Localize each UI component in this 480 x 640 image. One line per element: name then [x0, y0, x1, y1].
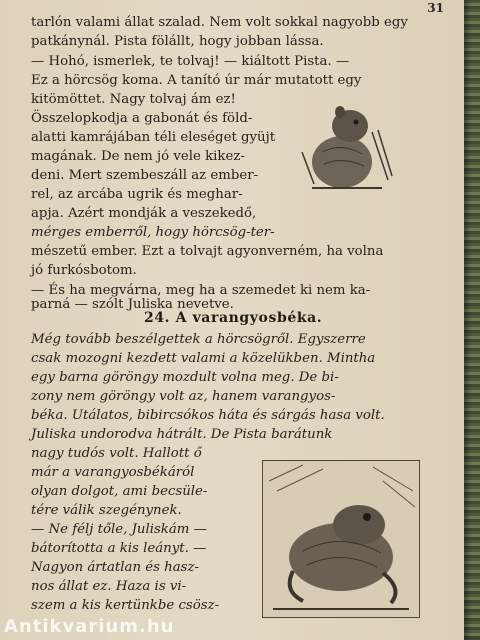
text-line: zony nem göröngy volt az, hanem varangyos-	[31, 389, 336, 404]
watermark-logo: Antikvarium.hu	[4, 616, 175, 637]
text-line: rel, az arcába ugrik és meghar-	[31, 187, 243, 202]
toad-illustration	[262, 460, 420, 618]
text-line: jó furkósbotom.	[31, 263, 137, 278]
text-line: Nagyon ártatlan és hasz-	[31, 560, 199, 575]
text-line: magának. De nem jó vele kikez-	[31, 149, 245, 164]
hamster-illustration	[292, 92, 398, 196]
text-line: Még tovább beszélgettek a hörcsögről. Egyszerre	[31, 332, 366, 347]
text-line: nagy tudós volt. Hallott ő	[31, 446, 202, 461]
text-line: bátorította a kis leányt. —	[31, 541, 207, 556]
text-line: béka. Utálatos, bibircsókos háta és sárgás hasa volt.	[31, 408, 385, 423]
text-line: — És ha megvárna, meg ha a szemedet ki nem ka-	[31, 283, 371, 298]
book-edge	[464, 0, 480, 640]
text-line: patkánynál. Pista fölállt, hogy jobban lássa.	[31, 34, 324, 49]
text-line: alatti kamrájában téli eleséget gyüjt	[31, 130, 276, 145]
text-line: nos állat ez. Haza is vi-	[31, 579, 187, 594]
text-line: olyan dolgot, ami becsüle-	[31, 484, 208, 499]
text-line: egy barna göröngy mozdult volna meg. De bi-	[31, 370, 339, 385]
section-title: 24. A varangyosbéka.	[144, 310, 323, 326]
text-line: tarlón valami állat szalad. Nem volt sokkal nagyobb egy	[31, 15, 408, 30]
text-line: mészetű ember. Ezt a tolvajt agyonverném, ha volna	[31, 244, 384, 259]
text-line: csak mozogni kezdett valami a közelükben. Mintha	[31, 351, 376, 366]
text-line: már a varangyosbékáról	[31, 465, 195, 480]
text-line: Összelopkodja a gabonát és föld-	[31, 111, 253, 126]
text-line: apja. Azért mondják a veszekedő,	[31, 206, 257, 221]
text-line: Ez a hörcsög koma. A tanító úr már mutatott egy	[31, 73, 362, 88]
text-line: szem a kis kertünkbe csösz-	[31, 598, 220, 613]
text-line: mérges emberről, hogy hörcsög-ter-	[31, 225, 275, 240]
text-line: Juliska undorodva hátrált. De Pista barátunk	[31, 427, 333, 442]
text-line: tére válik szegénynek.	[31, 503, 182, 518]
page-number: 31	[427, 1, 444, 15]
text-line: deni. Mert szembeszáll az ember-	[31, 168, 259, 183]
text-line: kitömöttet. Nagy tolvaj ám ez!	[31, 92, 236, 107]
text-line: — Ne félj tőle, Juliskám —	[31, 522, 207, 537]
text-line: parná — szólt Juliska nevetve.	[31, 297, 234, 312]
text-line: — Hohó, ismerlek, te tolvaj! — kiáltott Pista. —	[31, 54, 350, 69]
